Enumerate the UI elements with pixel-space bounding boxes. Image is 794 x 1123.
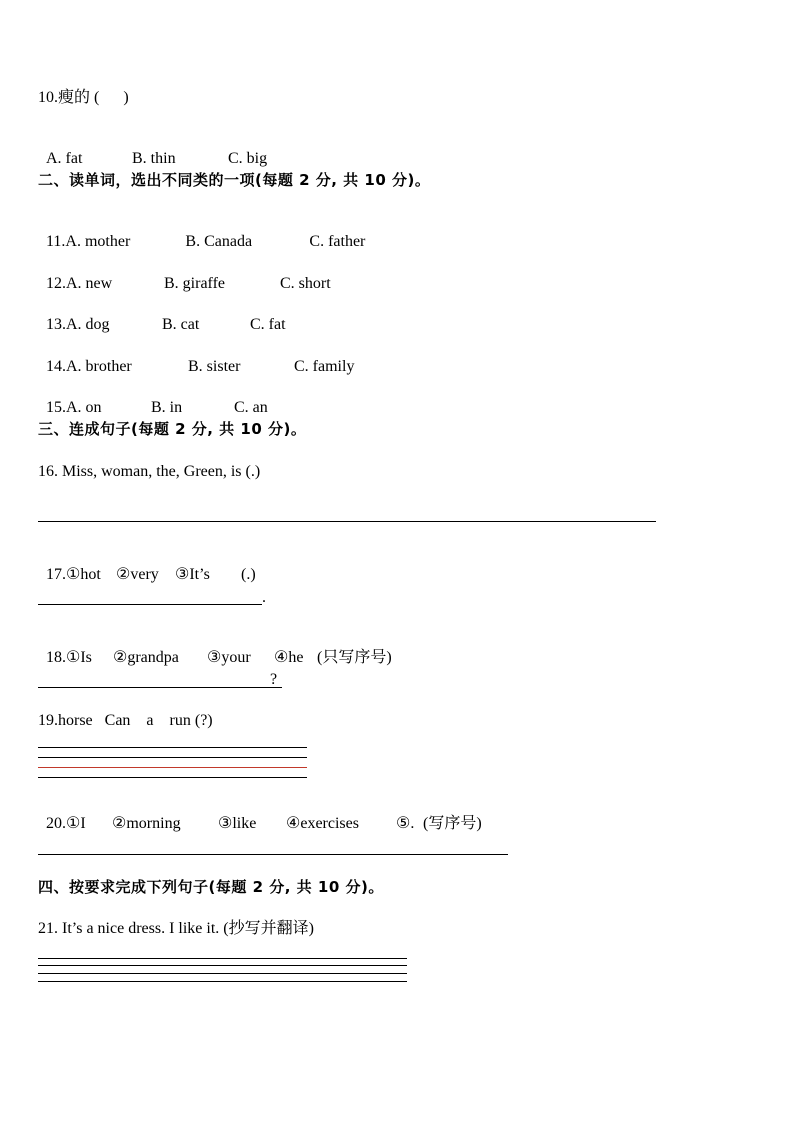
q21-text: 21. It’s a nice dress. I like it. (抄写并翻译) bbox=[38, 920, 314, 937]
section3-title: 三、连成句子(每题 2 分, 共 10 分)。 bbox=[38, 420, 307, 438]
q10-options bbox=[38, 129, 267, 169]
q10-option-a: A. fat bbox=[46, 150, 83, 167]
q20-word-3: ③like bbox=[218, 815, 257, 832]
q14-number: 14. bbox=[46, 358, 66, 375]
q17-answer-line[interactable] bbox=[38, 604, 262, 605]
section4-title: 四、按要求完成下列句子(每题 2 分, 共 10 分)。 bbox=[38, 878, 384, 896]
q21-writing-line-1[interactable] bbox=[38, 958, 407, 959]
q20-note: (写序号) bbox=[423, 815, 482, 832]
q12-option-b: B. giraffe bbox=[164, 275, 226, 292]
q19-writing-line-3[interactable] bbox=[38, 767, 307, 768]
q13-number: 13. bbox=[46, 316, 66, 333]
q17 bbox=[38, 545, 256, 585]
q11-option-b: B. Canada bbox=[185, 233, 253, 250]
q15-option-a: A. on bbox=[66, 399, 102, 416]
section2-title: 二、读单词，选出不同类的一项(每题 2 分, 共 10 分)。 bbox=[38, 171, 431, 189]
q20-answer-line[interactable] bbox=[38, 854, 508, 855]
q15-number: 15. bbox=[46, 399, 66, 416]
q17-end-mark: . bbox=[262, 589, 266, 606]
q21-writing-line-3[interactable] bbox=[38, 973, 407, 974]
q19-writing-line-4[interactable] bbox=[38, 777, 307, 778]
q13-option-b: B. cat bbox=[162, 316, 200, 333]
q16-answer-line[interactable] bbox=[38, 521, 656, 522]
q17-number: 17. bbox=[46, 566, 66, 583]
q20-number: 20. bbox=[46, 815, 66, 832]
q18-end-mark: ? bbox=[270, 671, 278, 688]
q13 bbox=[38, 295, 286, 335]
q16-text: 16. Miss, woman, the, Green, is (.) bbox=[38, 463, 261, 480]
q18-word-4: ④he bbox=[274, 649, 304, 666]
q18-word-1: ①Is bbox=[66, 649, 92, 666]
q14-option-b: B. sister bbox=[188, 358, 241, 375]
q15 bbox=[38, 378, 268, 418]
q10-option-b: B. thin bbox=[132, 150, 176, 167]
q12-option-c: C. short bbox=[280, 275, 331, 292]
q18-word-2: ②grandpa bbox=[113, 649, 179, 666]
q15-option-b: B. in bbox=[151, 399, 183, 416]
q21-writing-line-2[interactable] bbox=[38, 965, 407, 966]
q10-option-c: C. big bbox=[228, 150, 268, 167]
q12-number: 12. bbox=[46, 275, 66, 292]
q17-word-1: ①hot bbox=[66, 566, 101, 583]
q20 bbox=[38, 794, 482, 834]
q19-writing-line-1[interactable] bbox=[38, 747, 307, 748]
q11 bbox=[38, 212, 365, 252]
q17-word-3: ③It’s bbox=[175, 566, 210, 583]
q20-word-2: ②morning bbox=[112, 815, 181, 832]
q17-word-2: ②very bbox=[116, 566, 159, 583]
q18-number: 18. bbox=[46, 649, 66, 666]
q14 bbox=[38, 337, 354, 377]
q20-word-4: ④exercises bbox=[286, 815, 359, 832]
q18-word-3: ③your bbox=[207, 649, 251, 666]
q18-answer-line[interactable] bbox=[38, 687, 282, 688]
q19-writing-line-2[interactable] bbox=[38, 757, 307, 758]
q12-option-a: A. new bbox=[66, 275, 113, 292]
q20-word-1: ①I bbox=[66, 815, 86, 832]
q18 bbox=[38, 628, 392, 668]
q11-option-c: C. father bbox=[309, 233, 366, 250]
q17-word-4: (.) bbox=[241, 566, 256, 583]
q21-writing-line-4[interactable] bbox=[38, 981, 407, 982]
q14-option-c: C. family bbox=[294, 358, 355, 375]
q18-note: (只写序号) bbox=[317, 649, 392, 666]
q11-number: 11. bbox=[46, 233, 66, 250]
q13-option-a: A. dog bbox=[66, 316, 110, 333]
q15-option-c: C. an bbox=[234, 399, 268, 416]
q11-option-a: A. mother bbox=[65, 233, 131, 250]
q19-text: 19.horse Can a run (?) bbox=[38, 712, 213, 729]
q20-word-5: ⑤. bbox=[396, 815, 415, 832]
q14-option-a: A. brother bbox=[66, 358, 132, 375]
q12 bbox=[38, 254, 331, 294]
q13-option-c: C. fat bbox=[250, 316, 286, 333]
q10-stem: 10.瘦的 ( ) bbox=[38, 89, 129, 106]
